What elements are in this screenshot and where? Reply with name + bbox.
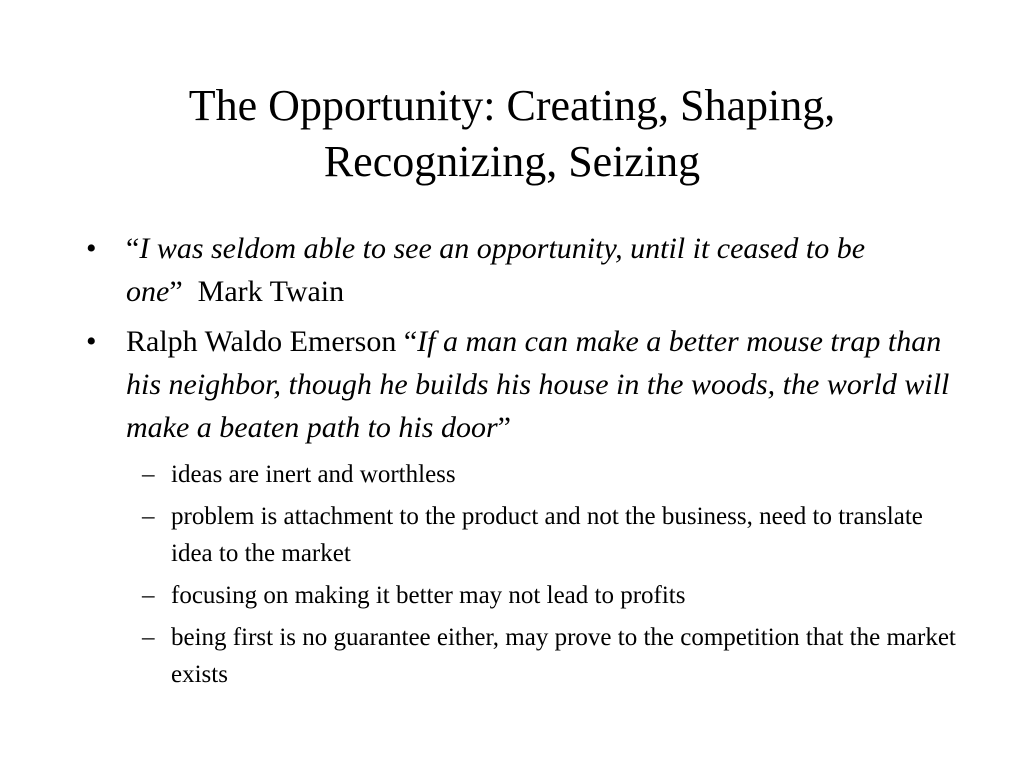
close-quote: ”	[497, 411, 511, 444]
sub-bullet-marker: –	[142, 503, 155, 530]
emerson-quote-text: If a man can make a better mouse trap than his neighbor, though he builds his house in the woods, the world will make a beaten path to his door	[126, 325, 950, 444]
sub-bullet-text: ideas are inert and worthless	[171, 461, 456, 488]
close-quote: ”	[169, 275, 183, 308]
sub-bullet-item	[86, 577, 956, 614]
slide-body	[86, 227, 956, 698]
sub-bullet-list	[86, 456, 956, 693]
sub-bullet-item	[86, 456, 956, 493]
slide-title-line-1: The Opportunity: Creating, Shaping,	[188, 81, 836, 130]
open-quote: “	[403, 325, 418, 358]
sub-bullet-marker: –	[142, 461, 155, 488]
slide-title-line-2: Recognizing, Seizing	[323, 137, 701, 186]
sub-bullet-text: focusing on making it better may not lead to profits	[171, 582, 686, 609]
sub-bullet-item	[86, 498, 956, 572]
sub-bullet-marker: –	[142, 582, 155, 609]
bullet-marker: •	[86, 325, 97, 358]
bullet-marker: •	[86, 232, 97, 265]
open-quote: “	[126, 232, 140, 265]
sub-bullet-marker: –	[142, 624, 155, 651]
bullet-emerson-quote	[86, 320, 956, 449]
slide-title	[60, 78, 964, 190]
sub-bullet-text: being first is no guarantee either, may prove to the competition that the market exists	[171, 624, 956, 688]
sub-bullet-text: problem is attachment to the product and not the business, need to translate idea to the market	[171, 503, 923, 567]
bullet-twain-quote	[86, 227, 956, 313]
twain-quote-text: I was seldom able to see an opportunity, until it ceased to be one	[126, 232, 866, 308]
sub-bullet-item	[86, 619, 956, 693]
twain-attribution: Mark Twain	[197, 275, 345, 308]
emerson-lead: Ralph Waldo Emerson	[126, 325, 404, 358]
